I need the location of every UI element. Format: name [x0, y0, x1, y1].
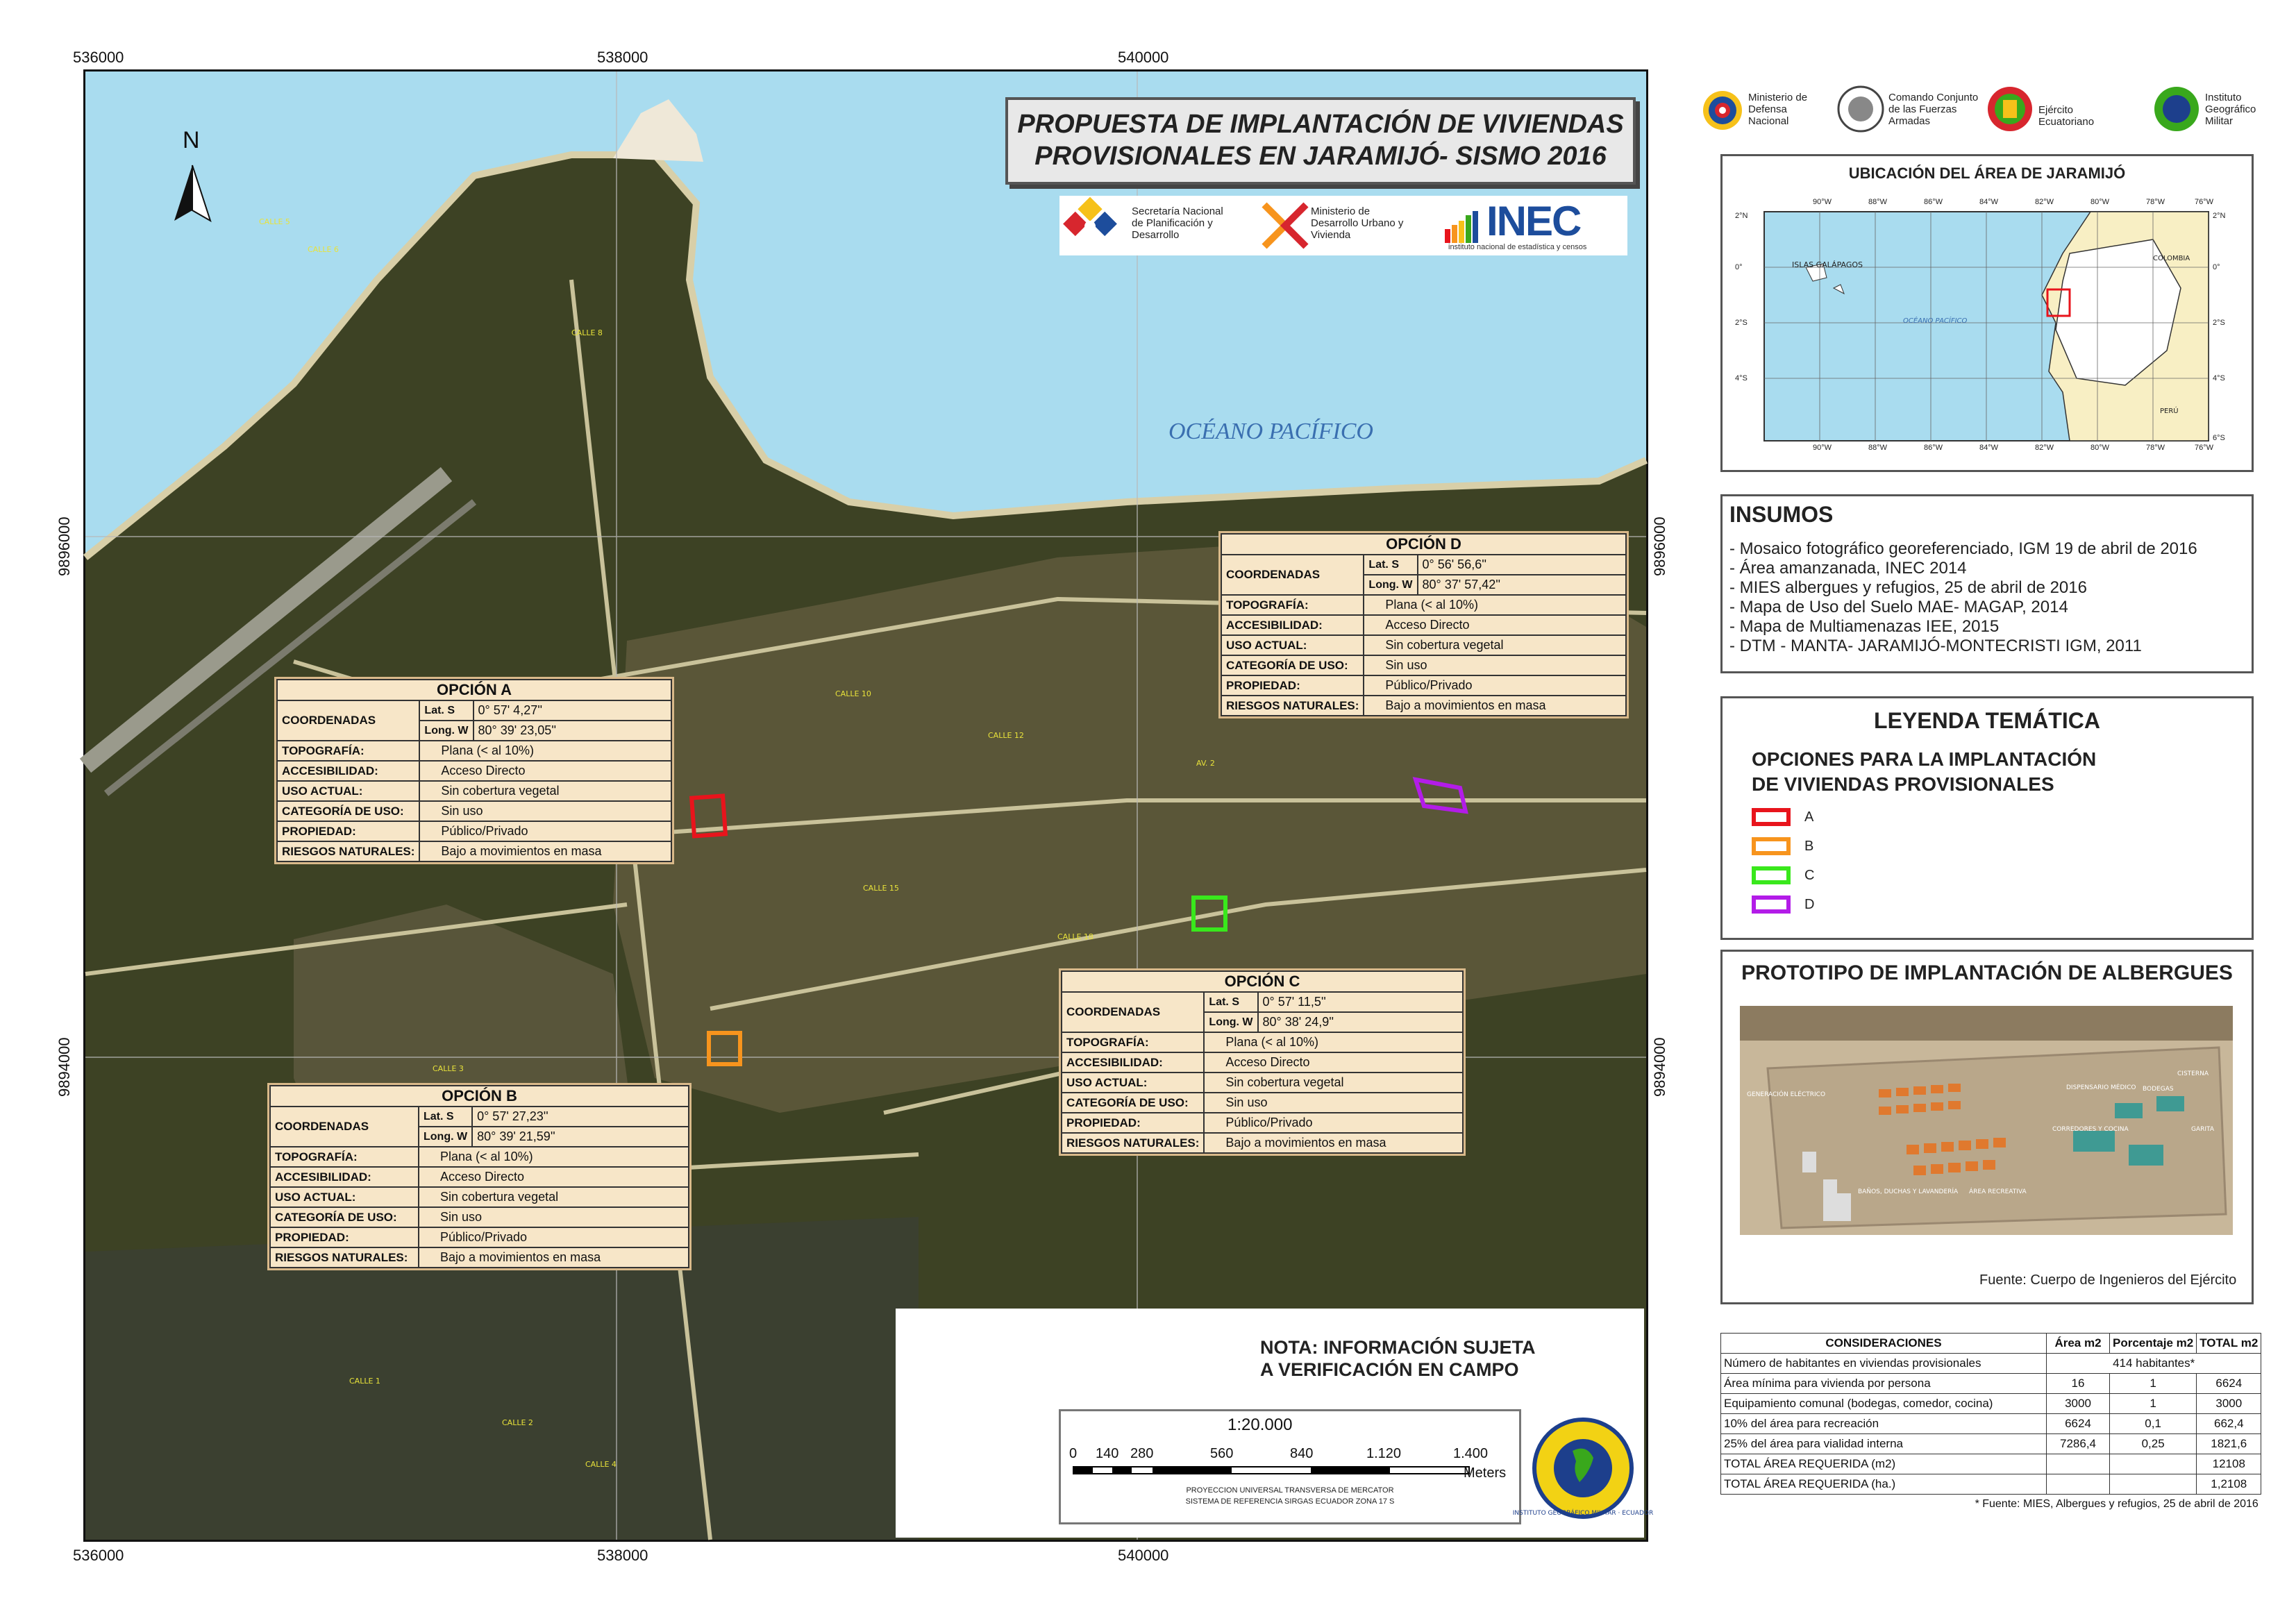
row-label: ACCESIBILIDAD: [270, 1167, 419, 1187]
lon-tick: 90°W [1813, 444, 1832, 452]
svg-text:CALLE 3: CALLE 3 [433, 1064, 464, 1073]
row-value: Sin uso [419, 1207, 689, 1227]
lat-value: 0° 56' 56,6'' [1418, 555, 1626, 575]
cons-cell: 6624 [2047, 1414, 2110, 1434]
row-label: CATEGORÍA DE USO: [1221, 655, 1364, 675]
row-label: USO ACTUAL: [270, 1187, 419, 1207]
lon-label: Long. W [1364, 575, 1417, 595]
lat-tick: 0° [1735, 263, 1743, 271]
coord-top-1: 536000 [73, 49, 124, 66]
location-map-panel [1720, 154, 2254, 472]
scale-tick: 140 [1096, 1446, 1119, 1461]
lon-tick: 80°W [2090, 444, 2110, 452]
row-value: Plana (< al 10%) [1204, 1032, 1463, 1052]
lon-tick: 76°W [2195, 198, 2214, 206]
coord-left-1: 9896000 [56, 516, 73, 576]
row-value: Sin uso [419, 801, 671, 821]
defensa-logo-icon [1701, 89, 1744, 132]
row-label: ACCESIBILIDAD: [1062, 1052, 1204, 1073]
cons-header: CONSIDERACIONES [1721, 1334, 2047, 1354]
cons-cell: TOTAL ÁREA REQUERIDA (ha.) [1721, 1474, 2047, 1495]
cons-cell: TOTAL ÁREA REQUERIDA (m2) [1721, 1454, 2047, 1474]
svg-text:CALLE 5: CALLE 5 [259, 217, 290, 226]
coord-bottom-3: 540000 [1118, 1547, 1169, 1564]
row-value: Acceso Directo [1204, 1052, 1463, 1073]
peru-label: PERÚ [2160, 407, 2179, 415]
row-value: Plana (< al 10%) [1364, 595, 1626, 615]
legend-swatch-a [1752, 808, 1791, 826]
row-label: RIESGOS NATURALES: [1062, 1133, 1204, 1153]
inec-bars-icon [1445, 208, 1486, 243]
insumos-list [1729, 539, 2197, 656]
row-label: RIESGOS NATURALES: [270, 1247, 419, 1268]
row-value: Sin cobertura vegetal [419, 781, 671, 801]
cons-header: TOTAL m2 [2197, 1334, 2261, 1354]
projection-line-2: SISTEMA DE REFERENCIA SIRGAS ECUADOR ZONA 17 S [1185, 1497, 1395, 1506]
prototipo-label: BAÑOS, DUCHAS Y LAVANDERÍA [1858, 1188, 1959, 1195]
cons-cell: 10% del área para recreación [1721, 1414, 2047, 1434]
row-value: Bajo a movimientos en masa [1204, 1133, 1463, 1153]
igm-logo-icon [2152, 85, 2201, 133]
coord-top-3: 540000 [1118, 49, 1169, 66]
note-line-1: NOTA: INFORMACIÓN SUJETA [1260, 1337, 1536, 1358]
lon-tick: 90°W [1813, 198, 1832, 206]
prototipo-label: GENERACIÓN ELÉCTRICO [1747, 1091, 1826, 1098]
scale-tick: 1.120 [1366, 1446, 1402, 1461]
row-label: RIESGOS NATURALES: [1221, 696, 1364, 716]
lat-value: 0° 57' 4,27'' [474, 700, 671, 721]
lat-tick: 6°S [2213, 434, 2225, 442]
location-title: UBICACIÓN DEL ÁREA DE JARAMIJÓ [1848, 165, 2126, 182]
lon-tick: 86°W [1924, 444, 1943, 452]
option-a-title: OPCIÓN A [277, 680, 671, 700]
option-c-table [1059, 968, 1466, 1156]
cons-cell: 1,2108 [2197, 1474, 2261, 1495]
row-label: TOPOGRAFÍA: [1062, 1032, 1204, 1052]
cons-cell: 12108 [2197, 1454, 2261, 1474]
lat-ticks-left [1735, 212, 1763, 441]
cons-footnote: * Fuente: MIES, Albergues y refugios, 25 de abril de 2016 [1975, 1498, 2259, 1510]
scale-tick: 560 [1210, 1446, 1234, 1461]
row-value: Sin cobertura vegetal [1204, 1073, 1463, 1093]
coord-bottom-1: 536000 [73, 1547, 124, 1564]
scale-unit: Meters [1464, 1465, 1507, 1481]
cons-cell: 3000 [2047, 1394, 2110, 1414]
scale-tick: 1.400 [1453, 1446, 1489, 1461]
lon-label: Long. W [419, 1127, 472, 1147]
lat-tick: 2°S [2213, 319, 2225, 327]
row-label: ACCESIBILIDAD: [1221, 615, 1364, 635]
row-label: PROPIEDAD: [277, 821, 419, 841]
lat-tick: 0° [2213, 263, 2220, 271]
defensa-text: Ministerio de Defensa Nacional [1748, 92, 1808, 127]
insumos-panel [1720, 494, 2254, 673]
location-ocean-label: OCÉANO PACÍFICO [1903, 317, 1968, 325]
coord-right-2: 9894000 [1651, 1037, 1668, 1097]
row-value: Sin cobertura vegetal [1364, 635, 1626, 655]
row-value: Acceso Directo [1364, 615, 1626, 635]
legend-title: LEYENDA TEMÁTICA [1874, 708, 2100, 733]
cons-cell: 16 [2047, 1374, 2110, 1394]
lon-tick: 86°W [1924, 198, 1943, 206]
row-value: Bajo a movimientos en masa [419, 841, 671, 861]
note-line-2: A VERIFICACIÓN EN CAMPO [1260, 1359, 1519, 1380]
lon-value: 80° 38' 24,9'' [1258, 1012, 1463, 1032]
legend-swatch-c [1752, 866, 1791, 884]
lon-label: Long. W [1204, 1012, 1257, 1032]
cons-cell: 414 habitantes* [2047, 1354, 2261, 1374]
prototipo-title: PROTOTIPO DE IMPLANTACIÓN DE ALBERGUES [1741, 961, 2233, 984]
cons-cell: 0,1 [2110, 1414, 2197, 1434]
projection-line-1: PROYECCION UNIVERSAL TRANSVERSA DE MERCATOR [1186, 1486, 1394, 1495]
title-line-1: PROPUESTA DE IMPLANTACIÓN DE VIVIENDAS [1017, 110, 1624, 139]
scale-bar [1059, 1409, 1521, 1524]
option-b-title: OPCIÓN B [270, 1086, 689, 1107]
lat-label: Lat. S [419, 700, 473, 721]
prototipo-label: DISPENSARIO MÉDICO [2066, 1084, 2136, 1091]
lat-tick: 4°S [1735, 374, 1748, 382]
inec-text: INEC [1486, 198, 1581, 244]
comando-text: Comando Conjunto de las Fuerzas Armadas [1888, 92, 1979, 127]
scale-ratio: 1:20.000 [1227, 1415, 1293, 1434]
option-d-title: OPCIÓN D [1221, 534, 1626, 555]
svg-text:CALLE 4: CALLE 4 [585, 1460, 617, 1469]
cons-cell: 7286,4 [2047, 1434, 2110, 1454]
legend-label-d: D [1804, 897, 1815, 912]
row-label: RIESGOS NATURALES: [277, 841, 419, 861]
row-label: USO ACTUAL: [1062, 1073, 1204, 1093]
lat-ticks-right [2213, 212, 2247, 451]
row-value: Sin uso [1204, 1093, 1463, 1113]
svg-text:CALLE 10: CALLE 10 [835, 689, 871, 698]
logo-banner [1059, 196, 1627, 255]
cons-cell: 1821,6 [2197, 1434, 2261, 1454]
row-value: Plana (< al 10%) [419, 1147, 689, 1167]
considerations-table [1720, 1333, 2261, 1514]
lat-label: Lat. S [419, 1107, 472, 1127]
lat-label: Lat. S [1364, 555, 1417, 575]
cons-cell: 1 [2110, 1394, 2197, 1414]
coord-left-2: 9894000 [56, 1037, 73, 1097]
row-label: ACCESIBILIDAD: [277, 761, 419, 781]
map-title [1005, 97, 1636, 185]
lon-tick: 88°W [1868, 198, 1888, 206]
insumo-item: - Mosaico fotográfico georeferenciado, IGM 19 de abril de 2016 [1729, 539, 2197, 558]
north-label: N [183, 127, 200, 153]
coord-label: COORDENADAS [277, 700, 419, 741]
option-a-table [274, 677, 674, 864]
row-label: USO ACTUAL: [277, 781, 419, 801]
legend-subtitle-1: OPCIONES PARA LA IMPLANTACIÓN [1752, 748, 2097, 770]
senplades-logo-icon [1062, 199, 1132, 253]
row-value: Bajo a movimientos en masa [419, 1247, 689, 1268]
lat-tick: 2°S [1735, 319, 1748, 327]
prototipo-source: Fuente: Cuerpo de Ingenieros del Ejército [1979, 1272, 2237, 1288]
prototipo-label: GARITA [2191, 1126, 2214, 1133]
prototipo-label: ÁREA RECREATIVA [1969, 1188, 2027, 1195]
legend-swatch-d [1752, 895, 1791, 914]
option-d-table [1218, 531, 1629, 718]
ocean-label: OCÉANO PACÍFICO [1168, 419, 1373, 444]
prototipo-render [1740, 1006, 2233, 1235]
prototipo-label: CISTERNA [2177, 1070, 2209, 1077]
legend-label-b: B [1804, 839, 1814, 854]
scale-bar-graphic [1073, 1465, 1476, 1475]
senplades-text: Secretaría Nacional de Planificación y Desarrollo [1132, 205, 1223, 241]
row-value: Plana (< al 10%) [419, 741, 671, 761]
coord-right-1: 9896000 [1651, 516, 1668, 576]
legend-label-a: A [1804, 809, 1814, 825]
cons-cell: Área mínima para vivienda por persona [1721, 1374, 2047, 1394]
scale-tick: 840 [1290, 1446, 1314, 1461]
inec-subtext: instituto nacional de estadística y censos [1448, 243, 1587, 251]
lon-tick: 78°W [2146, 198, 2165, 206]
row-label: USO ACTUAL: [1221, 635, 1364, 655]
lon-tick: 76°W [2195, 444, 2214, 452]
lon-tick: 84°W [1979, 198, 1999, 206]
row-value: Público/Privado [419, 1227, 689, 1247]
insumo-item: - Área amanzanada, INEC 2014 [1729, 559, 1967, 578]
svg-text:CALLE 12: CALLE 12 [988, 731, 1024, 740]
cons-header: Área m2 [2047, 1334, 2110, 1354]
seal-text: INSTITUTO GEOGRÁFICO MILITAR · ECUADOR [1512, 1510, 1654, 1517]
galapagos-label: ISLAS GALÁPAGOS [1792, 260, 1863, 269]
row-label: PROPIEDAD: [270, 1227, 419, 1247]
row-value: Acceso Directo [419, 1167, 689, 1187]
ejercito-text: Ejército Ecuatoriano [2038, 104, 2095, 128]
option-b-table [267, 1083, 692, 1270]
cons-cell: Número de habitantes en viviendas provisionales [1721, 1354, 2047, 1374]
row-label: TOPOGRAFÍA: [1221, 595, 1364, 615]
prototipo-label: BODEGAS [2143, 1086, 2174, 1093]
svg-text:CALLE 2: CALLE 2 [502, 1418, 533, 1427]
coord-bottom-2: 538000 [597, 1547, 648, 1564]
legend-swatch-b [1752, 837, 1791, 855]
lon-tick: 78°W [2146, 444, 2165, 452]
svg-text:CALLE 8: CALLE 8 [571, 328, 603, 337]
option-c-title: OPCIÓN C [1062, 971, 1463, 992]
lat-tick: 4°S [2213, 374, 2225, 382]
coord-top-2: 538000 [597, 49, 648, 66]
lon-tick: 82°W [2035, 198, 2054, 206]
cons-cell: 6624 [2197, 1374, 2261, 1394]
lon-tick: 82°W [2035, 444, 2054, 452]
igm-text: Instituto Geográfico Militar [2205, 92, 2256, 127]
svg-text:AV. 2: AV. 2 [1196, 759, 1215, 768]
lon-value: 80° 37' 57,42'' [1418, 575, 1626, 595]
cons-cell: 25% del área para vialidad interna [1721, 1434, 2047, 1454]
lon-ticks-top [1764, 198, 2214, 209]
row-value: Público/Privado [1364, 675, 1626, 696]
lat-tick: 2°N [2213, 212, 2226, 220]
row-value: Acceso Directo [419, 761, 671, 781]
prototipo-label: CORREDORES Y COCINA [2052, 1126, 2129, 1133]
row-label: TOPOGRAFÍA: [277, 741, 419, 761]
title-line-2: PROVISIONALES EN JARAMIJÓ- SISMO 2016 [1034, 142, 1607, 171]
cons-cell: 0,25 [2110, 1434, 2197, 1454]
svg-text:CALLE 15: CALLE 15 [863, 884, 899, 893]
row-value: Sin uso [1364, 655, 1626, 675]
coord-label: COORDENADAS [1221, 555, 1364, 595]
insumo-item: - DTM - MANTA- JARAMIJÓ-MONTECRISTI IGM, 2011 [1729, 637, 2142, 655]
scale-tick: 280 [1130, 1446, 1154, 1461]
row-value: Sin cobertura vegetal [419, 1187, 689, 1207]
legend-panel [1720, 696, 2254, 940]
svg-text:CALLE 18: CALLE 18 [1057, 932, 1093, 941]
lon-tick: 88°W [1868, 444, 1888, 452]
cons-cell: 1 [2110, 1374, 2197, 1394]
row-label: CATEGORÍA DE USO: [1062, 1093, 1204, 1113]
scale-tick: 0 [1069, 1446, 1078, 1461]
location-map[interactable] [1764, 212, 2209, 441]
row-value: Público/Privado [419, 821, 671, 841]
row-value: Bajo a movimientos en masa [1364, 696, 1626, 716]
coord-label: COORDENADAS [1062, 992, 1204, 1032]
ejercito-logo-icon [1986, 85, 2034, 133]
svg-text:CALLE 6: CALLE 6 [308, 245, 339, 254]
row-value: Público/Privado [1204, 1113, 1463, 1133]
coord-label: COORDENADAS [270, 1107, 419, 1147]
lon-label: Long. W [419, 721, 473, 741]
igm-seal-icon [1512, 1416, 1654, 1520]
miduvi-text: Ministerio de Desarrollo Urbano y Vivienda [1311, 205, 1404, 241]
lon-value: 80° 39' 21,59'' [472, 1127, 689, 1147]
verification-note [1260, 1336, 1535, 1381]
cons-header: Porcentaje m2 [2110, 1334, 2197, 1354]
row-label: TOPOGRAFÍA: [270, 1147, 419, 1167]
legend-label-c: C [1804, 868, 1815, 883]
svg-text:CALLE 1: CALLE 1 [349, 1377, 380, 1386]
legend-subtitle-2: DE VIVIENDAS PROVISIONALES [1752, 773, 2054, 795]
row-label: PROPIEDAD: [1062, 1113, 1204, 1133]
lat-value: 0° 57' 11,5'' [1258, 992, 1463, 1012]
lat-label: Lat. S [1204, 992, 1257, 1012]
cons-cell: Equipamiento comunal (bodegas, comedor, cocina) [1721, 1394, 2047, 1414]
colombia-label: COLOMBIA [2153, 255, 2190, 262]
prototipo-panel [1720, 950, 2254, 1304]
lat-value: 0° 57' 27,23'' [472, 1107, 689, 1127]
insumos-title: INSUMOS [1729, 502, 1834, 527]
lat-tick: 2°N [1735, 212, 1748, 220]
miduvi-logo-icon [1261, 201, 1309, 250]
insumo-item: - Mapa de Uso del Suelo MAE- MAGAP, 2014 [1729, 598, 2068, 616]
cons-cell: 3000 [2197, 1394, 2261, 1414]
insumo-item: - MIES albergues y refugios, 25 de abril de 2016 [1729, 578, 2087, 597]
lon-tick: 84°W [1979, 444, 1999, 452]
row-label: PROPIEDAD: [1221, 675, 1364, 696]
row-label: CATEGORÍA DE USO: [277, 801, 419, 821]
lon-value: 80° 39' 23,05'' [474, 721, 671, 741]
lon-ticks-bottom [1764, 444, 2214, 455]
cons-cell: 662,4 [2197, 1414, 2261, 1434]
lon-tick: 80°W [2090, 198, 2110, 206]
comando-logo-icon [1836, 85, 1885, 133]
insumo-item: - Mapa de Multiamenazas IEE, 2015 [1729, 617, 2000, 636]
row-label: CATEGORÍA DE USO: [270, 1207, 419, 1227]
